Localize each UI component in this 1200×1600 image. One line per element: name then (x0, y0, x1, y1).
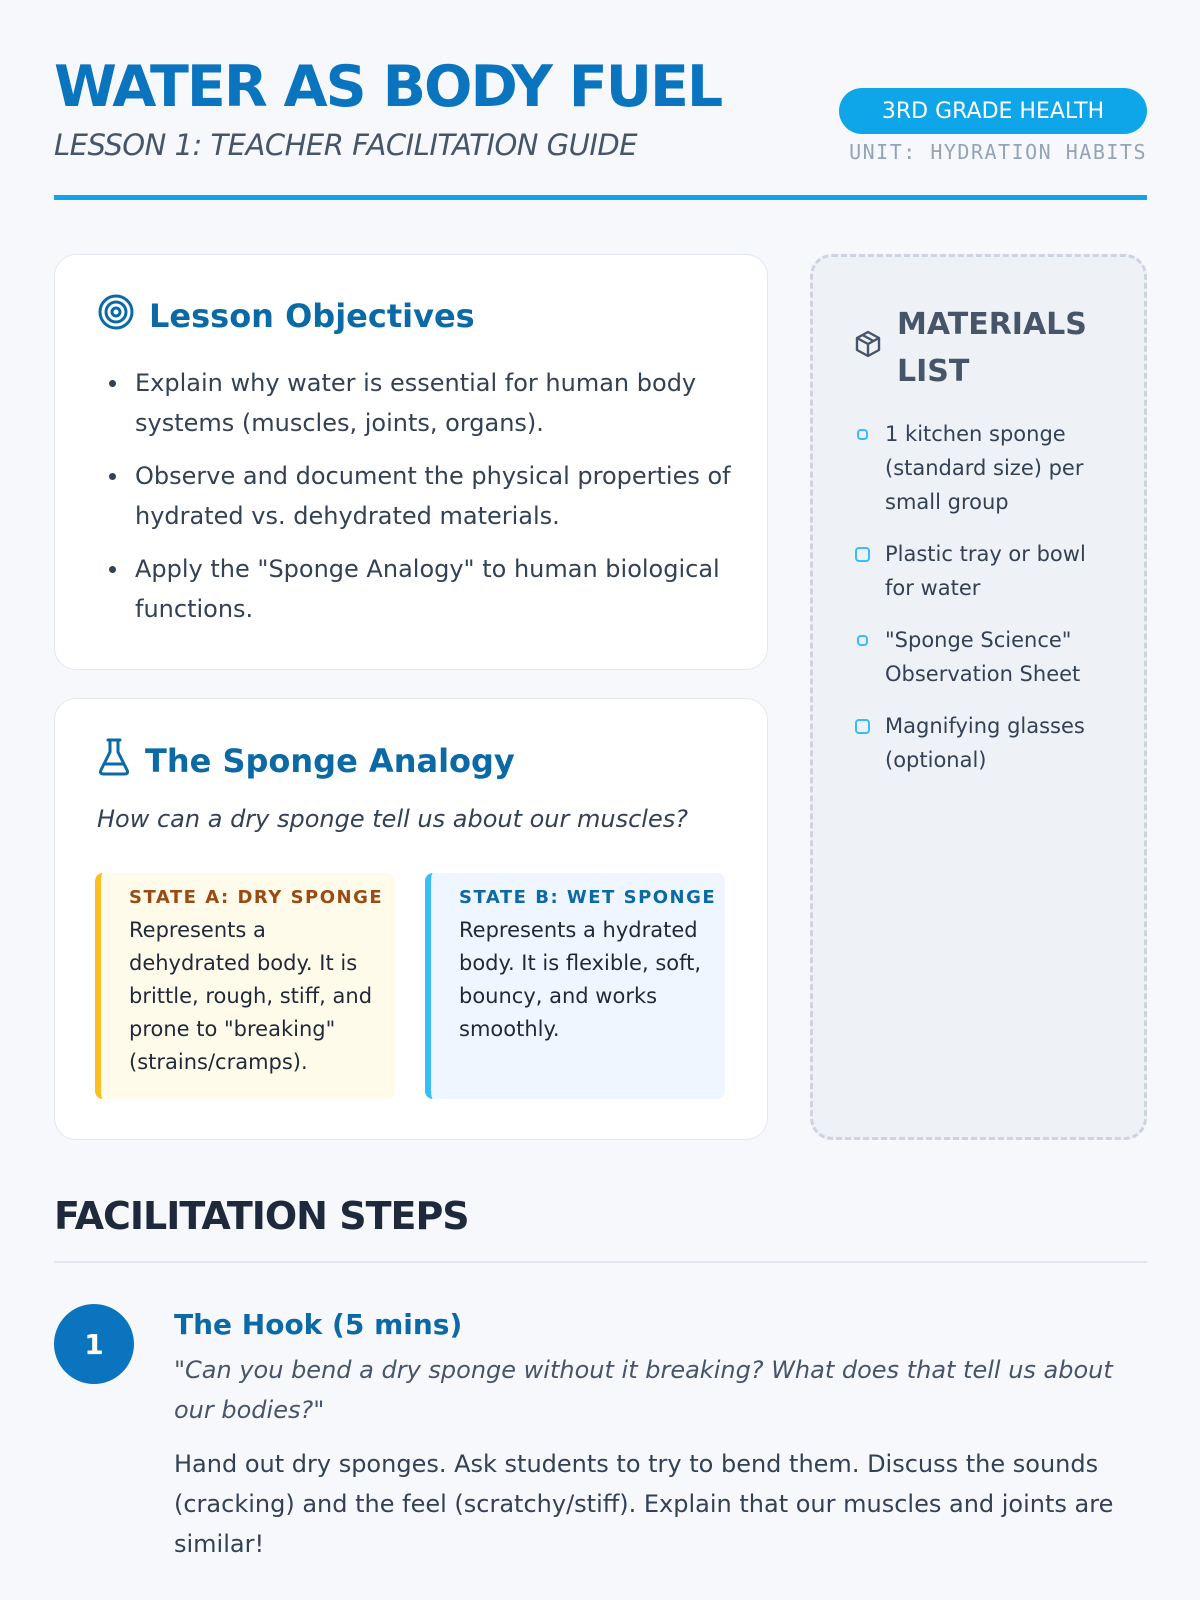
objectives-card (54, 254, 768, 670)
flask-icon (97, 737, 131, 785)
step-body: Hand out dry sponges. Ask students to try to bend them. Discuss the sounds (cracking) and the feel (scratchy/stiff). Explain that our muscles and joints are similar! (174, 1450, 1114, 1558)
page-subtitle: LESSON 1: TEACHER FACILITATION GUIDE (54, 128, 638, 162)
sponge-analogy-card (54, 698, 768, 1140)
objectives-title: Lesson Objectives (149, 297, 475, 335)
list-item (855, 537, 1115, 605)
target-icon (97, 293, 135, 339)
page-title: WATER AS BODY FUEL (54, 54, 722, 120)
box-icon (855, 325, 881, 372)
list-item (855, 623, 1115, 691)
material-label: Magnifying glasses (optional) (885, 714, 1085, 772)
list-item: Observe and document the physical properties of hydrated vs. dehydrated materials. (135, 456, 735, 536)
checkbox-icon (857, 635, 868, 646)
objectives-heading (97, 293, 475, 339)
checkbox-icon (855, 719, 870, 734)
state-a-description: Represents a dehydrated body. It is brittle, rough, stiff, and prone to "breaking" (strains/cramps). (129, 918, 373, 1074)
list-item (855, 709, 1115, 777)
sponge-title: The Sponge Analogy (145, 742, 515, 780)
list-item (855, 417, 1115, 519)
state-a-title: STATE A: DRY SPONGE (129, 887, 384, 908)
state-b-description: Represents a hydrated body. It is flexible, soft, bouncy, and works smoothly. (459, 918, 702, 1041)
materials-heading (855, 301, 1115, 395)
grade-badge: 3RD GRADE HEALTH (839, 88, 1147, 134)
state-a-box (95, 873, 395, 1099)
sponge-question: How can a dry sponge tell us about our muscles? (97, 805, 688, 833)
materials-list (855, 417, 1115, 795)
sponge-heading (97, 737, 515, 785)
objectives-list (135, 363, 735, 642)
state-b-box (425, 873, 725, 1099)
materials-panel (810, 254, 1147, 1140)
checkbox-icon (857, 429, 868, 440)
list-item: Explain why water is essential for human body systems (muscles, joints, organs). (135, 363, 735, 443)
materials-title: MATERIALS LIST (897, 307, 1087, 389)
page-header (54, 52, 1147, 200)
state-b-title: STATE B: WET SPONGE (459, 887, 717, 908)
divider (54, 1261, 1147, 1263)
material-label: "Sponge Science" Observation Sheet (885, 628, 1081, 686)
unit-label: UNIT: HYDRATION HABITS (849, 140, 1147, 164)
facilitation-title: FACILITATION STEPS (54, 1194, 469, 1238)
material-label: 1 kitchen sponge (standard size) per small group (885, 422, 1084, 514)
step-quote: "Can you bend a dry sponge without it breaking? What does that tell us about our bodies?" (174, 1356, 1113, 1424)
step-number-badge: 1 (54, 1304, 134, 1384)
checkbox-icon (855, 547, 870, 562)
list-item: Apply the "Sponge Analogy" to human biological functions. (135, 549, 735, 629)
material-label: Plastic tray or bowl for water (885, 542, 1086, 600)
step-title: The Hook (5 mins) (174, 1308, 463, 1341)
